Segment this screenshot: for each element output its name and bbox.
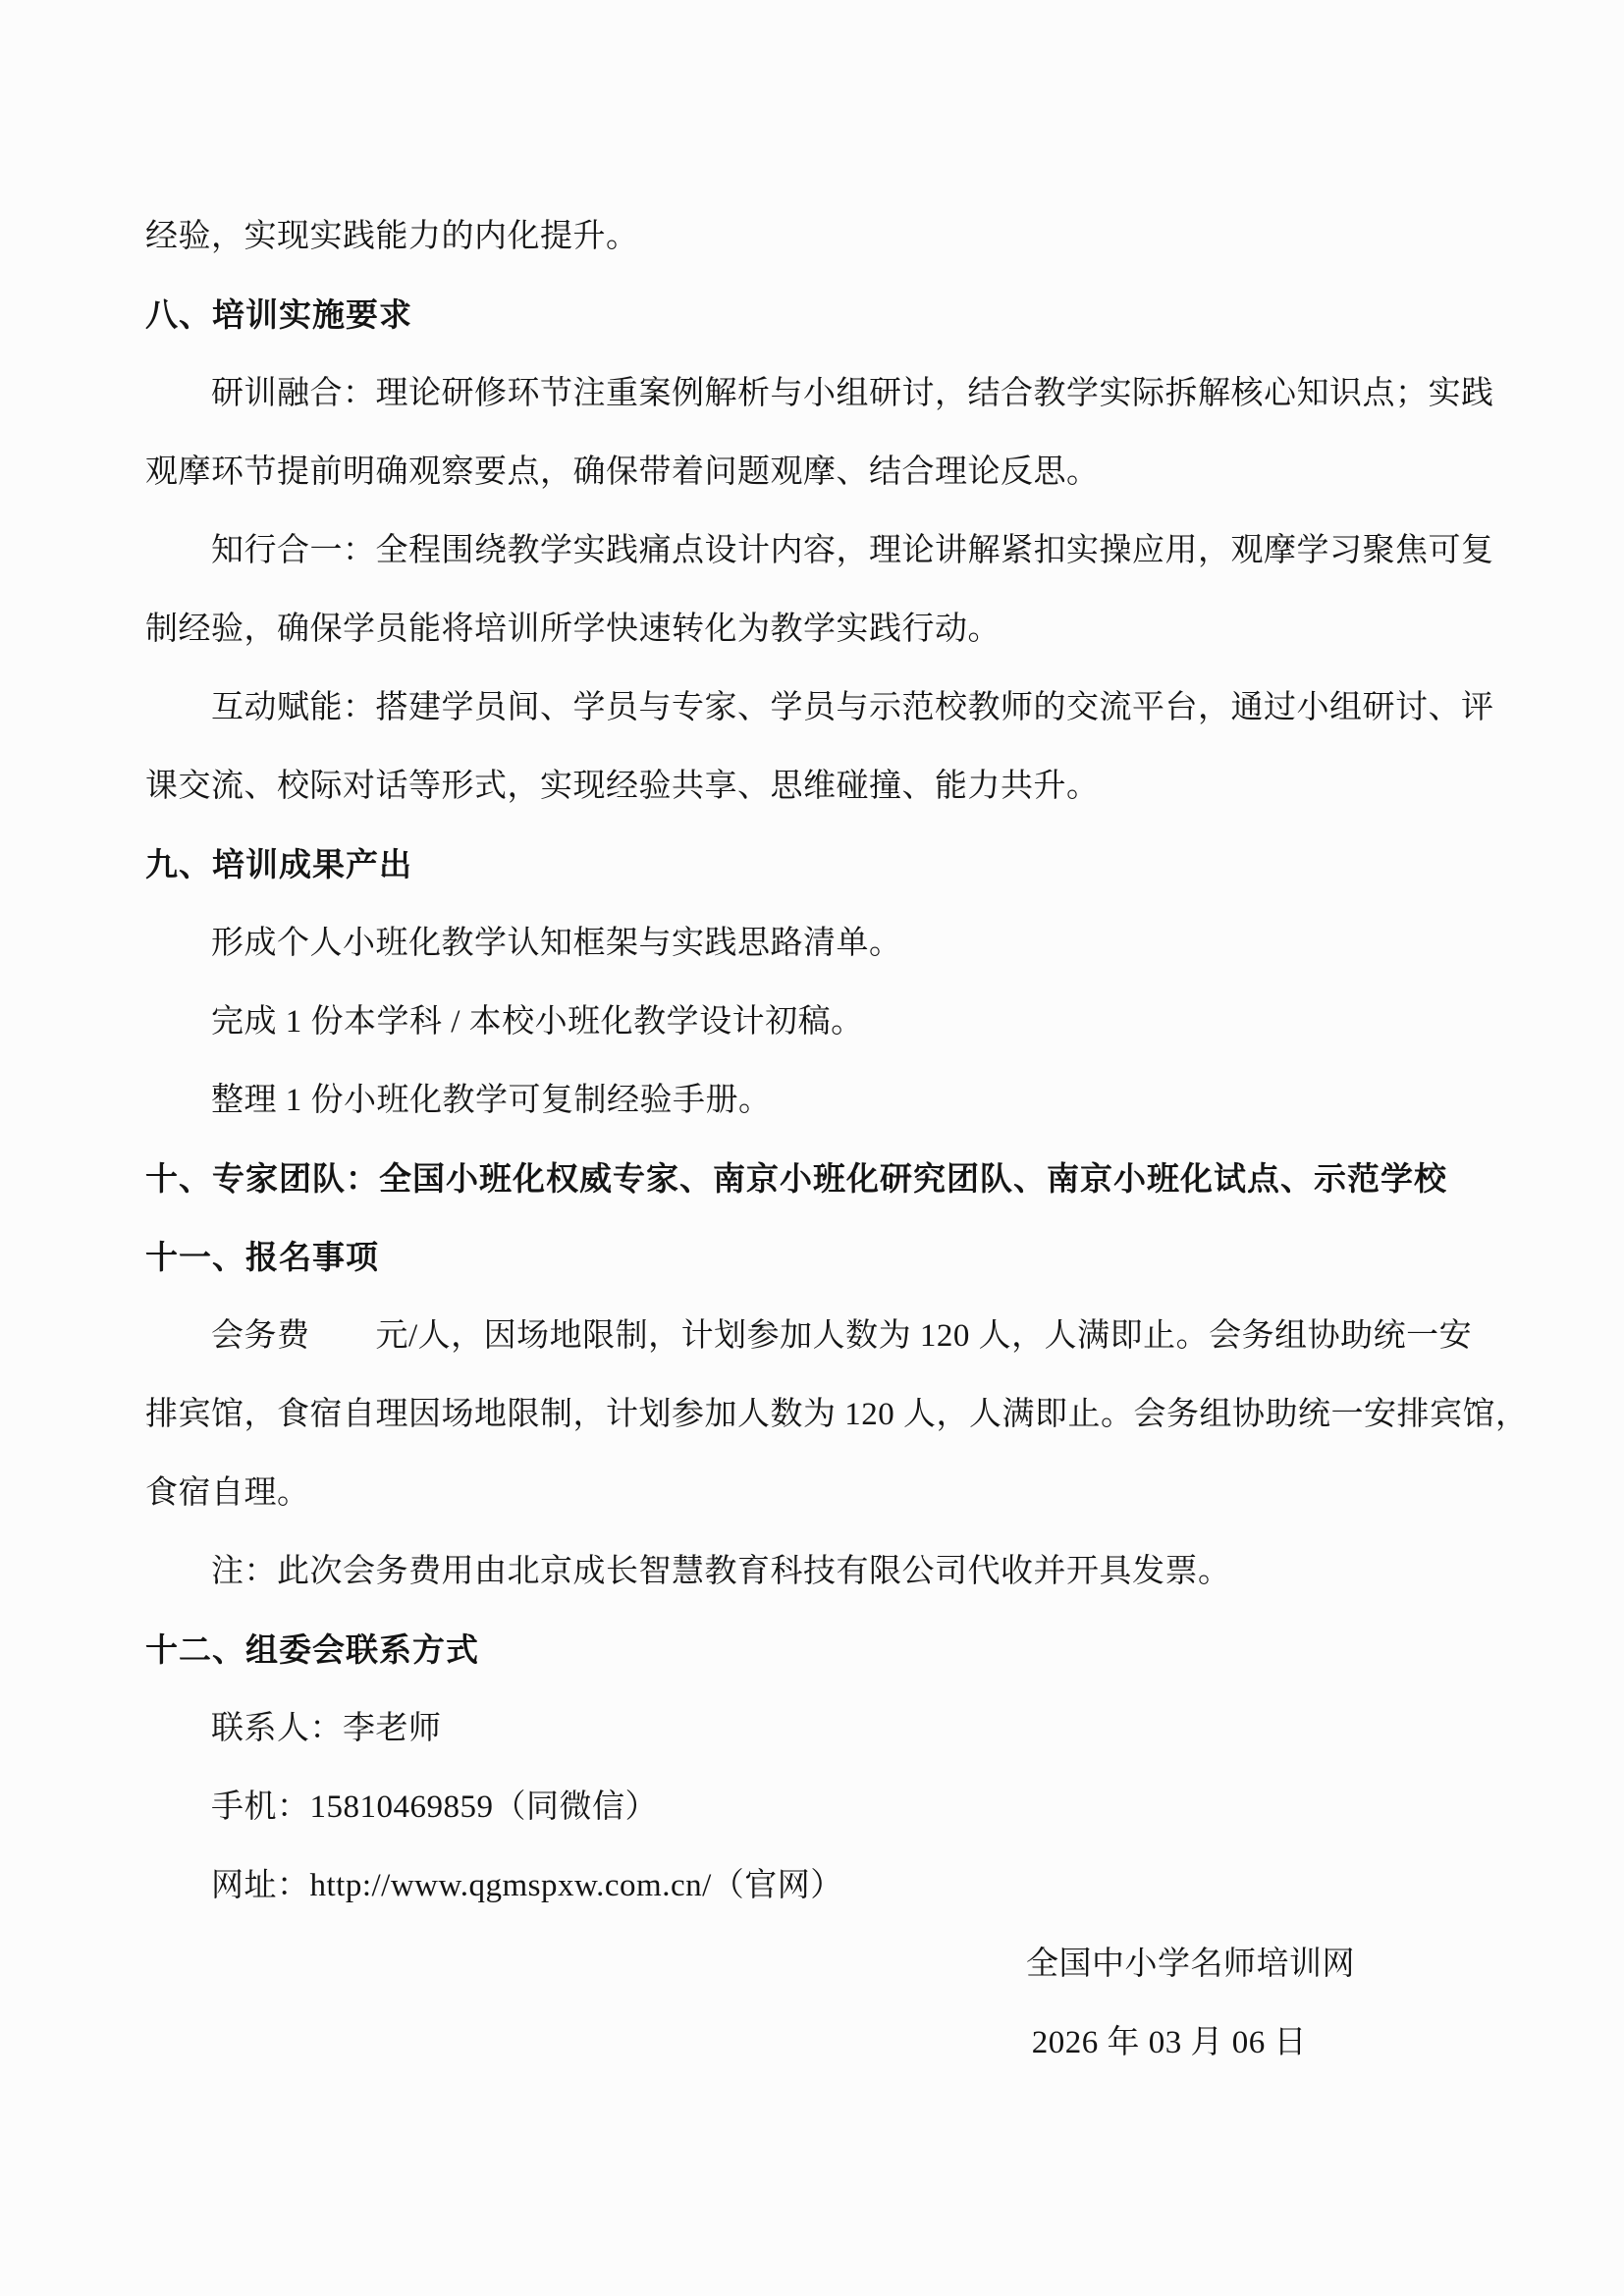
paragraph-line: 排宾馆，食宿自理因场地限制，计划参加人数为 120 人，人满即止。会务组协助统一安排宾馆， (145, 1397, 1529, 1432)
section-heading-10: 十、专家团队：全国小班化权威专家、南京小班化研究团队、南京小班化试点、示范学校 (145, 1160, 1447, 1197)
section-heading-11: 十一、报名事项 (145, 1239, 379, 1275)
section-heading-9: 九、培训成果产出 (145, 846, 412, 882)
paragraph-line: 制经验，确保学员能将培训所学快速转化为教学实践行动。 (145, 612, 1001, 647)
paragraph-line: 食宿自理。 (145, 1475, 310, 1511)
paragraph-line: 课交流、校际对话等形式，实现经验共享、思维碰撞、能力共升。 (145, 769, 1100, 804)
paragraph-line: 知行合一：全程围绕教学实践痛点设计内容，理论讲解紧扣实操应用，观摩学习聚焦可复 (211, 533, 1494, 568)
contact-person-line: 联系人：李老师 (211, 1711, 442, 1746)
fee-note-line: 注：此次会务费用由北京成长智慧教育科技有限公司代收并开具发票。 (211, 1554, 1231, 1589)
contact-website-line: 网址：http://www.qgmspxw.com.cn/（官网） (211, 1868, 843, 1903)
signature-date: 2026 年 03 月 06 日 (1031, 2025, 1307, 2060)
contact-phone-line: 手机：15810469859（同微信） (211, 1789, 658, 1825)
paragraph-line: 整理 1 份小班化教学可复制经验手册。 (211, 1083, 772, 1118)
paragraph-line: 互动赋能：搭建学员间、学员与专家、学员与示范校教师的交流平台，通过小组研讨、评 (211, 690, 1494, 725)
section-heading-12: 十二、组委会联系方式 (145, 1631, 479, 1668)
paragraph-line: 经验，实现实践能力的内化提升。 (145, 219, 639, 254)
document-body (145, 197, 1529, 2082)
paragraph-line: 观摩环节提前明确观察要点，确保带着问题观摩、结合理论反思。 (145, 454, 1100, 490)
paragraph-line: 形成个人小班化教学认知框架与实践思路清单。 (211, 926, 902, 961)
section-heading-8: 八、培训实施要求 (145, 296, 412, 333)
signature-organization: 全国中小学名师培训网 (1026, 1947, 1355, 1982)
paragraph-line: 研训融合：理论研修环节注重案例解析与小组研讨，结合教学实际拆解核心知识点；实践 (211, 376, 1494, 411)
paragraph-line: 会务费 元/人，因场地限制，计划参加人数为 120 人，人满即止。会务组协助统一安 (211, 1318, 1473, 1354)
paragraph-line: 完成 1 份本学科 / 本校小班化教学设计初稿。 (211, 1004, 864, 1040)
